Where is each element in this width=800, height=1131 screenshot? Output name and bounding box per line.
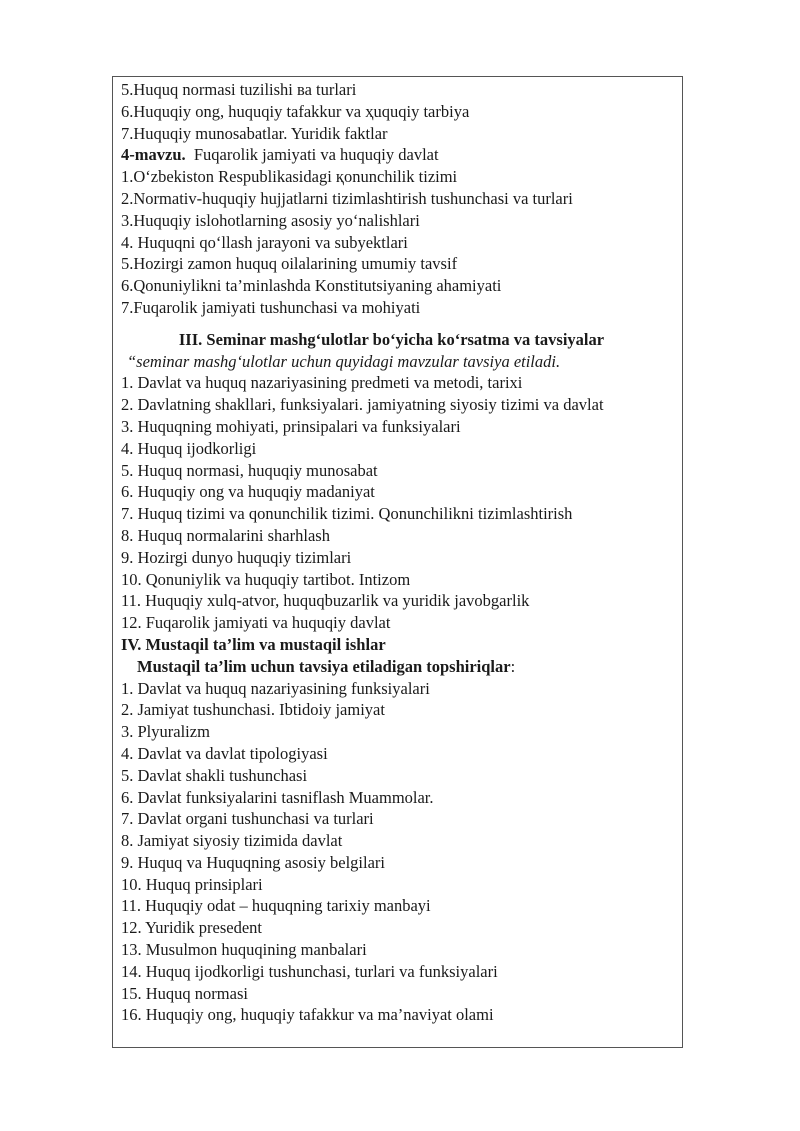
independent-study-list [121, 678, 682, 1027]
list-item: 6.Huquqiy ong, huquqiy tafakkur va ҳuquqiy tarbiya [121, 101, 470, 121]
section4-heading: IV. Mustaqil ta’lim va mustaqil ishlar [121, 634, 386, 654]
list-item: 10. Huquq prinsiplari [121, 874, 263, 894]
list-item: 16. Huquqiy ong, huquqiy tafakkur va ma’naviyat olami [121, 1005, 494, 1025]
list-item: 11. Huquqiy odat – huquqning tarixiy manbayi [121, 896, 431, 916]
topic4-items [121, 166, 682, 319]
list-item: 15. Huquq normasi [121, 983, 248, 1003]
list-item: 7.Huquqiy munosabatlar. Yuridik faktlar [121, 123, 388, 143]
list-item: 14. Huquq ijodkorligi tushunchasi, turlari va funksiyalari [121, 961, 498, 981]
topic-heading [121, 144, 682, 166]
section3-heading: III. Seminar mashg‘ulotlar bo‘yicha ko‘rsatma va tavsiyalar [178, 329, 605, 349]
topic-title: Fuqarolik jamiyati va huquqiy davlat [193, 145, 439, 165]
list-item: 4. Huquq ijodkorligi [121, 438, 257, 458]
seminar-list [121, 372, 682, 634]
list-item: 5.Hozirgi zamon huquq oilalarining umumiy tavsif [121, 254, 458, 274]
section4-subheading-text: Mustaqil ta’lim uchun tavsiya etiladigan topshiriqlar [137, 656, 511, 676]
list-item: 3. Plyuralizm [121, 722, 210, 742]
list-item: 6. Davlat funksiyalarini tasniflash Muammolar. [121, 787, 434, 807]
section3-note: “seminar mashg‘ulotlar uchun quyidagi mavzular tavsiya etiladi. [127, 351, 561, 371]
section4-subheading [121, 656, 682, 678]
topic-label: 4-mavzu. [121, 145, 186, 165]
list-item: 5. Davlat shakli tushunchasi [121, 765, 308, 785]
list-item: 12. Yuridik presedent [121, 918, 262, 938]
list-item: 7. Huquq tizimi va qonunchilik tizimi. Qonunchilikni tizimlashtirish [121, 504, 573, 524]
list-item: 8. Jamiyat siyosiy tizimida davlat [121, 831, 343, 851]
document-frame [112, 76, 683, 1048]
list-item: 12. Fuqarolik jamiyati va huquqiy davlat [121, 613, 391, 633]
list-item: 3. Huquqning mohiyati, prinsipalari va funksiyalari [121, 416, 461, 436]
list-item: 2. Davlatning shakllari, funksiyalari. jamiyatning siyosiy tizimi va davlat [121, 395, 604, 415]
list-item: 11. Huquqiy xulq-atvor, huquqbuzarlik va yuridik javobgarlik [121, 591, 530, 611]
list-item: 7.Fuqarolik jamiyati tushunchasi va mohiyati [121, 297, 421, 317]
list-item: 1. Davlat va huquq nazariyasining funksiyalari [121, 678, 430, 698]
list-item: 3.Huquqiy islohotlarning asosiy yo‘nalishlari [121, 210, 420, 230]
list-item: 10. Qonuniylik va huquqiy tartibot. Intizom [121, 569, 411, 589]
list-item: 2. Jamiyat tushunchasi. Ibtidoiy jamiyat [121, 700, 385, 720]
list-item: 8. Huquq normalarini sharhlash [121, 525, 330, 545]
list-item: 4. Huquqni qo‘llash jarayoni va subyektlari [121, 232, 408, 252]
list-item: 9. Hozirgi dunyo huquqiy tizimlari [121, 547, 352, 567]
list-item: 9. Huquq va Huquqning asosiy belgilari [121, 852, 385, 872]
list-item: 7. Davlat organi tushunchasi va turlari [121, 809, 374, 829]
list-item: 5.Huquq normasi tuzilishi ва turlari [121, 80, 357, 99]
list-item: 6.Qonuniylikni ta’minlashda Konstitutsiyaning ahamiyati [121, 276, 502, 296]
list-item: 1. Davlat va huquq nazariyasining predmeti va metodi, tarixi [121, 373, 523, 393]
topic3-items [121, 79, 682, 144]
list-item: 13. Musulmon huquqining manbalari [121, 940, 367, 960]
list-item: 2.Normativ-huquqiy hujjatlarni tizimlashtirish tushunchasi va turlari [121, 188, 573, 208]
section4-subheading-colon: : [510, 656, 516, 676]
list-item: 5. Huquq normasi, huquqiy munosabat [121, 460, 378, 480]
list-item: 1.O‘zbekiston Respublikasidagi қonunchilik tizimi [121, 167, 458, 187]
list-item: 4. Davlat va davlat tipologiyasi [121, 743, 328, 763]
list-item: 6. Huquqiy ong va huquqiy madaniyat [121, 482, 375, 502]
